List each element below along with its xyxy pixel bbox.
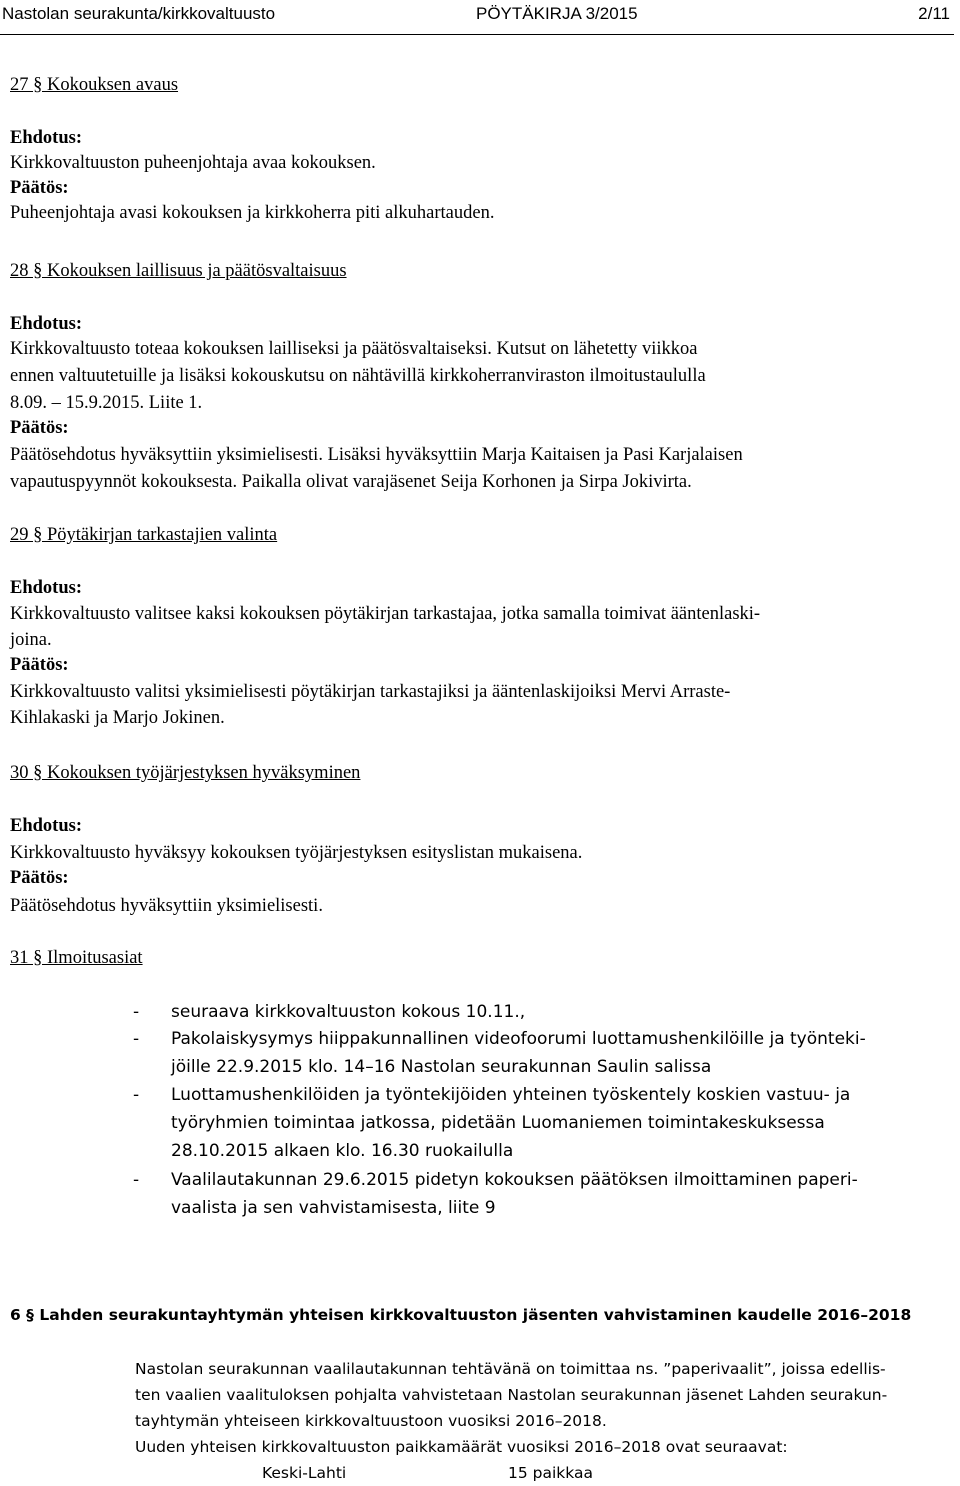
section-30-ehdotus-label: Ehdotus: [10, 816, 82, 836]
section-29-paatos-line-2: Kihlakaski ja Marjo Jokinen. [10, 708, 225, 728]
page-header [0, 0, 954, 35]
section-28-paatos-label: Päätös: [10, 418, 69, 438]
section-6-paragraph-line: ten vaalien vaalituloksen pohjalta vahvistetaan Nastolan seurakunnan jäsenet Lahden seurakun- [135, 1386, 888, 1404]
section-6-paragraph-line: Uuden yhteisen kirkkovaltuuston paikkamäärät vuosiksi 2016–2018 ovat seuraavat: [135, 1438, 788, 1456]
announcement-line: Luottamushenkilöiden ja työntekijöiden yhteinen työskentely koskien vastuu- ja [171, 1085, 851, 1105]
announcement-line: Vaalilautakunnan 29.6.2015 pidetyn kokouksen päätöksen ilmoittaminen paperi- [171, 1170, 858, 1190]
announcement-line: työryhmien toimintaa jatkossa, pidetään Luomaniemen toimintakeskuksessa [171, 1113, 825, 1133]
seat-table-value: 15 paikkaa [508, 1464, 593, 1482]
section-27-ehdotus-text: Kirkkovaltuuston puheenjohtaja avaa kokouksen. [10, 153, 376, 173]
announcement-item [133, 1025, 960, 1081]
announcement-line: 28.10.2015 alkaen klo. 16.30 ruokailulla [171, 1141, 514, 1161]
section-29-paatos-label: Päätös: [10, 655, 69, 675]
section-6-title: 6 § Lahden seurakuntayhtymän yhteisen kirkkovaltuuston jäsenten vahvistaminen kaudelle 2016–2018 [10, 1306, 912, 1324]
section-28-ehdotus-line-3: 8.09. – 15.9.2015. Liite 1. [10, 393, 203, 413]
announcement-item [133, 998, 960, 1026]
section-29-paatos-line-1: Kirkkovaltuusto valitsi yksimielisesti pöytäkirjan tarkastajiksi ja ääntenlaskijoiksi Mervi Arraste- [10, 682, 731, 702]
section-29-ehdotus-line-2: joina. [10, 630, 52, 650]
section-29-title: 29 § Pöytäkirjan tarkastajien valinta [10, 525, 278, 545]
announcement-item [133, 1081, 960, 1165]
section-30-ehdotus-text: Kirkkovaltuusto hyväksyy kokouksen työjärjestyksen esityslistan mukaisena. [10, 843, 583, 863]
seat-table-name: Keski-Lahti [262, 1464, 347, 1482]
announcement-line: seuraava kirkkovaltuuston kokous 10.11., [171, 1002, 526, 1022]
section-28-ehdotus-line-2: ennen valtuutetuille ja lisäksi kokouskutsu on nähtävillä kirkkoherranviraston ilmoitustaululla [10, 366, 706, 386]
section-6-paragraph-line: tayhtymän yhteiseen kirkkovaltuustoon vuosiksi 2016–2018. [135, 1412, 607, 1430]
section-28-ehdotus-line-1: Kirkkovaltuusto toteaa kokouksen lailliseksi ja päätösvaltaiseksi. Kutsut on lähetetty viikkoa [10, 339, 698, 359]
section-27-ehdotus-label: Ehdotus: [10, 128, 82, 148]
section-29-ehdotus-label: Ehdotus: [10, 578, 82, 598]
section-28-paatos-line-1: Päätösehdotus hyväksyttiin yksimielisesti. Lisäksi hyväksyttiin Marja Kaitaisen ja Pasi Karjalaisen [10, 445, 743, 465]
section-28-paatos-line-2: vapautuspyynnöt kokouksesta. Paikalla olivat varajäsenet Seija Korhonen ja Sirpa Jokivirta. [10, 472, 692, 492]
list-dash: - [133, 1085, 140, 1105]
section-30-title: 30 § Kokouksen työjärjestyksen hyväksyminen [10, 763, 361, 783]
list-dash: - [133, 1002, 140, 1022]
section-31-title: 31 § Ilmoitusasiat [10, 948, 143, 968]
announcement-item [133, 1166, 960, 1222]
section-27-paatos-text: Puheenjohtaja avasi kokouksen ja kirkkoherra piti alkuhartauden. [10, 203, 495, 223]
section-27-paatos-label: Päätös: [10, 178, 69, 198]
list-dash: - [133, 1170, 140, 1190]
section-29-ehdotus-line-1: Kirkkovaltuusto valitsee kaksi kokouksen pöytäkirjan tarkastajaa, jotka samalla toimivat ääntenlaski- [10, 604, 761, 624]
announcement-line: vaalista ja sen vahvistamisesta, liite 9 [171, 1198, 496, 1218]
section-28-ehdotus-label: Ehdotus: [10, 314, 82, 334]
header-page-number: 2/11 [918, 4, 950, 23]
section-6-paragraph-line: Nastolan seurakunnan vaalilautakunnan tehtävänä on toimittaa ns. ”paperivaalit”, joissa edellis- [135, 1360, 886, 1378]
section-30-paatos-text: Päätösehdotus hyväksyttiin yksimielisesti. [10, 896, 323, 916]
section-28-title: 28 § Kokouksen laillisuus ja päätösvaltaisuus [10, 261, 347, 281]
announcement-line: jöille 22.9.2015 klo. 14–16 Nastolan seurakunnan Saulin salissa [171, 1057, 712, 1077]
header-organization: Nastolan seurakunta/kirkkovaltuusto [2, 4, 276, 23]
section-30-paatos-label: Päätös: [10, 868, 69, 888]
header-document-title: PÖYTÄKIRJA 3/2015 [476, 4, 638, 23]
list-dash: - [133, 1029, 140, 1049]
announcement-line: Pakolaiskysymys hiippakunnallinen videofoorumi luottamushenkilöille ja työnteki- [171, 1029, 866, 1049]
section-27-title: 27 § Kokouksen avaus [10, 75, 179, 95]
